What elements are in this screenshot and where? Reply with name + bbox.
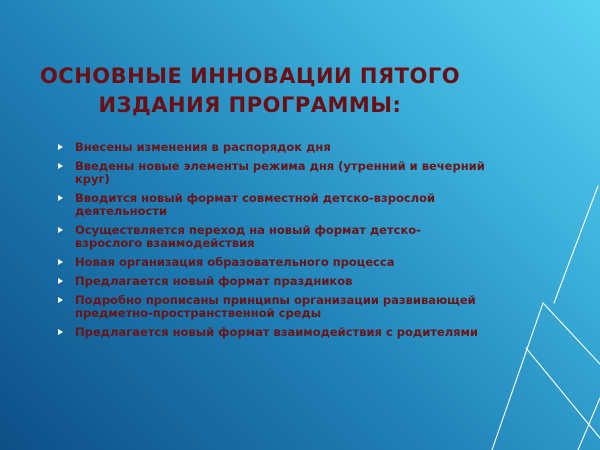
triangle-right-icon <box>58 163 63 169</box>
bullet-text: Осуществляется переход на новый формат детско-взрослого взаимодействия <box>75 223 421 250</box>
bullet-item <box>58 294 488 320</box>
bullet-text: Предлагается новый формат праздников <box>75 274 353 288</box>
deco-line-2 <box>543 303 600 364</box>
bullet-item <box>58 326 488 339</box>
triangle-right-icon <box>58 297 63 303</box>
bullet-text: Новая организация образовательного процесса <box>75 255 395 269</box>
triangle-right-icon <box>58 195 63 201</box>
triangle-right-icon <box>58 144 63 150</box>
bullet-text: Подробно прописаны принципы организации развивающей предметно-пространственной среды <box>75 293 476 320</box>
bullet-text: Предлагается новый формат взаимодействия с родителями <box>75 325 478 339</box>
bullet-text: Внесены изменения в распорядок дня <box>75 140 331 154</box>
deco-line-3 <box>554 186 598 303</box>
title-line-2: ИЗДАНИЯ ПРОГРАММЫ: <box>98 93 402 117</box>
triangle-right-icon <box>58 227 63 233</box>
triangle-right-icon <box>58 259 63 265</box>
triangle-right-icon <box>58 329 63 335</box>
bullet-item <box>58 224 488 250</box>
bullet-text: Введены новые элементы режима дня (утренний и вечерний круг) <box>75 159 485 186</box>
triangle-right-icon <box>58 278 63 284</box>
bullet-item <box>58 160 488 186</box>
deco-line-1 <box>492 303 543 450</box>
title-line-1: ОСНОВНЫЕ ИННОВАЦИИ ПЯТОГО <box>39 64 461 88</box>
deco-line-5 <box>578 398 600 450</box>
bullet-item <box>58 141 488 154</box>
bullet-item <box>58 192 488 218</box>
slide-title <box>30 62 470 120</box>
bullet-list <box>58 141 488 345</box>
bullet-item <box>58 275 488 288</box>
bullet-text: Вводится новый формат совместной детско-взрослой деятельности <box>75 191 436 218</box>
bullet-item <box>58 256 488 269</box>
